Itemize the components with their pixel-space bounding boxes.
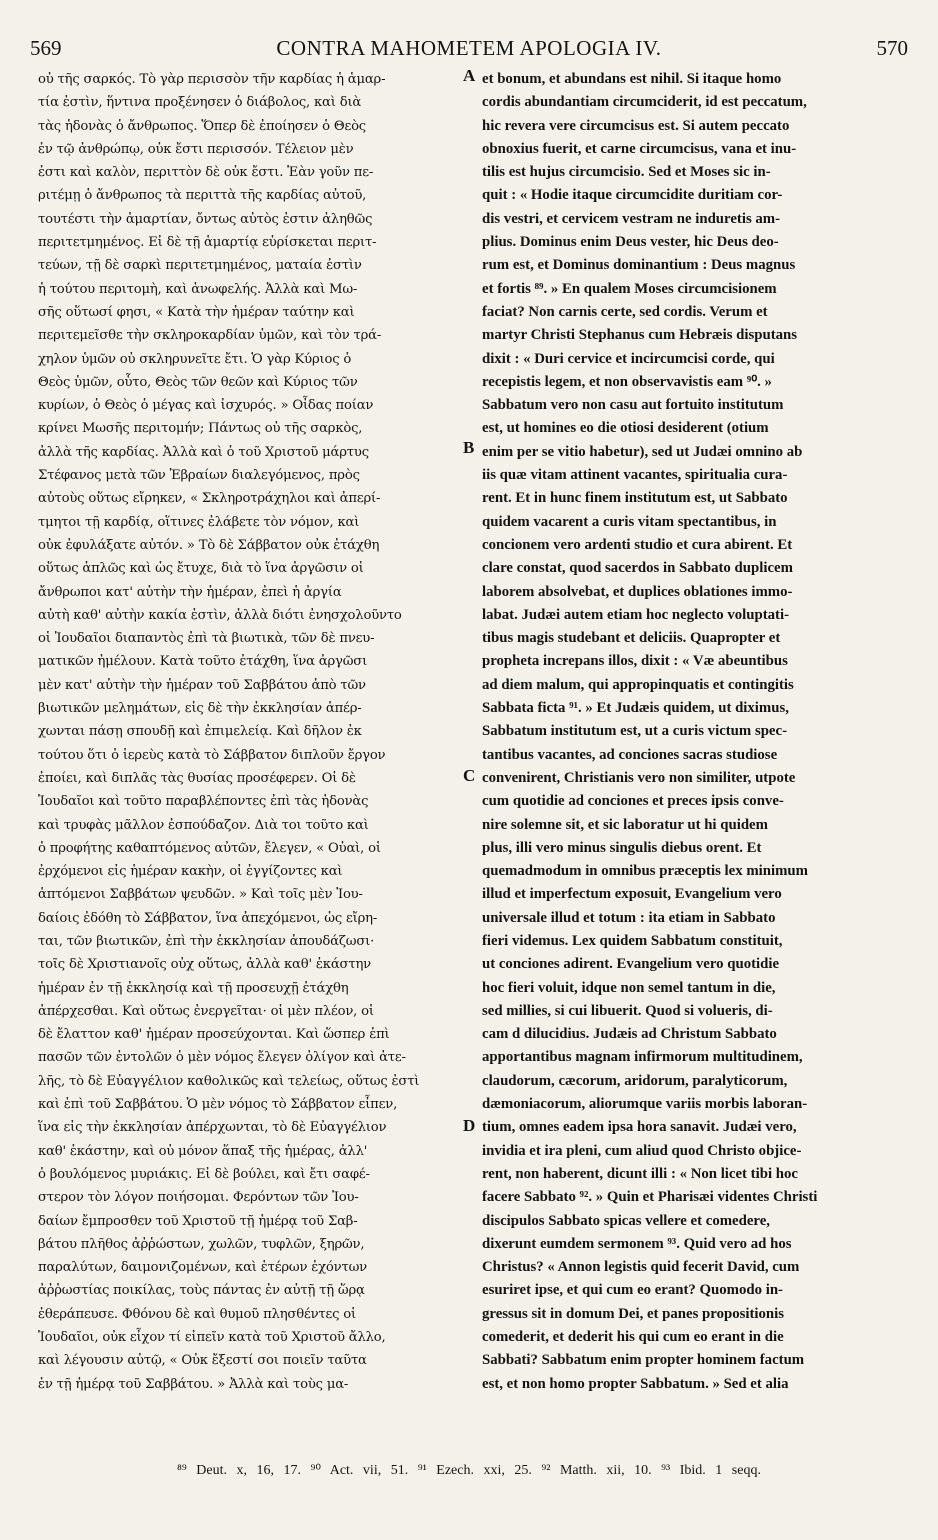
greek-line: ματικῶν ἠμέλουν. Κατὰ τοῦτο ἐτάχθη, ἵνα ἀργῶσι bbox=[38, 654, 368, 670]
greek-line: Θεὸς ὑμῶν, οὗτο, Θεὸς τῶν θεῶν καὶ Κύριος τῶν bbox=[38, 374, 358, 390]
latin-line: rent, non haberent, dicunt illi : « Non licet tibi hoc bbox=[482, 1165, 798, 1182]
greek-line: δὲ ἔλαττον καθ' ἡμέραν προσεύχονται. Καὶ ὥσπερ ἐπὶ bbox=[38, 1027, 390, 1043]
latin-line: martyr Christi Stephanus cum Hebræis disputans bbox=[482, 327, 798, 344]
latin-line: sed millies, si cui libuerit. Quod si volueris, di- bbox=[482, 1002, 773, 1019]
latin-line: gressus sit in domum Dei, et panes propositionis bbox=[482, 1305, 785, 1322]
greek-line: ἵνα εἰς τὴν ἐκκλησίαν ἀπέρχωνται, τὸ δὲ Εὐαγγέλιον bbox=[38, 1120, 387, 1136]
greek-line: τούτου ὅτι ὁ ἱερεὺς κατὰ τὸ Σάββατον διπλοῦν ἔργον bbox=[38, 747, 386, 763]
greek-line: χηλον ὑμῶν οὐ σκληρυνεῖτε ἔτι. Ὁ γὰρ Κύριος ὁ bbox=[38, 351, 352, 367]
greek-line: ἐρχόμενοι εἰς ἡμέραν κακὴν, οἱ ἐγγίζοντες καὶ bbox=[38, 864, 343, 880]
latin-line: et fortis ⁸⁹. » En qualem Moses circumcisionem bbox=[482, 280, 777, 297]
greek-line: ἄνθρωποι κατ' αὐτὴν τὴν ἡμέραν, ἐπεὶ ἡ ἀργία bbox=[38, 584, 342, 600]
greek-line: τὰς ἡδονὰς ὁ ἄνθρωπος. Ὅπερ δὲ ἐποίησεν ὁ Θεὸς bbox=[38, 118, 366, 134]
greek-line: σῆς οὕτωσί φησι, « Κατὰ τὴν ἡμέραν ταύτην καὶ bbox=[38, 304, 355, 320]
greek-line: περιτετμημένος. Εἰ δὲ τῇ ἁμαρτίᾳ εὑρίσκεται περιτ- bbox=[38, 235, 377, 251]
greek-line: ριτέμῃ ὁ ἄνθρωπος τὰ περιττὰ τῆς καρδίας αὐτοῦ, bbox=[38, 188, 367, 204]
latin-line: Sabbatum institutum est, ut a curis victum spec- bbox=[482, 723, 787, 740]
greek-line: οἱ Ἰουδαῖοι διαπαντὸς ἐπὶ τὰ βιωτικὰ, τῶν δὲ πνευ- bbox=[38, 631, 375, 647]
greek-line: βάτου πλῆθος ἀῤῥώστων, χωλῶν, τυφλῶν, ξηρῶν, bbox=[38, 1236, 365, 1252]
running-title: CONTRA MAHOMETEM APOLOGIA IV. bbox=[276, 36, 662, 60]
greek-line: δαίων ἔμπροσθεν τοῦ Χριστοῦ τῇ ἡμέρᾳ τοῦ Σαβ- bbox=[38, 1213, 358, 1229]
greek-line: ἐν τῷ ἀνθρώπῳ, οὐκ ἔστι περισσόν. Τέλειον μὲν bbox=[38, 141, 354, 157]
latin-line: convenirent, Christianis vero non similiter, utpote bbox=[482, 769, 796, 786]
latin-line: est, et non homo propter Sabbatum. » Sed et alia bbox=[482, 1375, 789, 1392]
latin-line: rum est, et Dominus dominantium : Deus magnus bbox=[482, 257, 796, 274]
latin-line: illud et imperfectum exposuit, Evangelium vero bbox=[482, 886, 782, 903]
latin-line: apportantibus magnam infirmorum multitudinem, bbox=[482, 1049, 803, 1066]
greek-line: ἡ τούτου περιτομὴ, καὶ ἀνωφελής. Ἀλλὰ καὶ Μω- bbox=[38, 281, 358, 297]
greek-line: κυρίων, ὁ Θεὸς ὁ μέγας καὶ ἰσχυρός. » Οἶδας ποίαν bbox=[38, 398, 374, 414]
latin-line: enim per se vitio habetur), sed ut Judæi omnino ab bbox=[482, 443, 803, 460]
greek-line: βιωτικῶν μελημάτων, εἰς δὲ τὴν ἐκκλησίαν ἀπέρ- bbox=[38, 701, 362, 717]
latin-column bbox=[482, 68, 902, 1396]
latin-line: fieri videmus. Lex quidem Sabbatum constituit, bbox=[482, 932, 783, 949]
latin-line: Sabbata ficta ⁹¹. » Et Judæis quidem, ut diximus, bbox=[482, 700, 789, 717]
latin-line: est, ut homines eo die otiosi desiderent (otium bbox=[482, 420, 769, 437]
latin-line: nire solemne sit, et sic laboratur ut hi quidem bbox=[482, 816, 768, 833]
greek-line: ται, τῶν βιωτικῶν, ἐπὶ τὴν ἐκκλησίαν ἀπουδάζωσι· bbox=[38, 933, 375, 949]
greek-line: δαίοις ἐδόθη τὸ Σάββατον, ἵνα ἀπεχόμενοι, ὡς εἴρη- bbox=[38, 910, 378, 926]
latin-line: esuriret ipse, et qui cum eo erant? Quomodo in- bbox=[482, 1282, 783, 1299]
greek-line: καὶ λέγουσιν αὐτῷ, « Οὐκ ἔξεστί σοι ποιεῖν ταῦτα bbox=[38, 1353, 367, 1369]
latin-line: tantibus vacantes, ad conciones sacras studiose bbox=[482, 746, 778, 763]
greek-line: ἐποίει, καὶ διπλᾶς τὰς θυσίας προσέφερεν. Οἱ δὲ bbox=[38, 770, 356, 786]
greek-line: οὐκ ἐφυλάξατε αὐτόν. » Τὸ δὲ Σάββατον οὐκ ἐτάχθη bbox=[38, 537, 380, 553]
greek-line: λῆς, τὸ δὲ Εὐαγγέλιον καθολικῶς καὶ τελείως, οὕτως ἐστὶ bbox=[38, 1073, 420, 1089]
page-number-right: 570 bbox=[876, 36, 908, 60]
greek-line: Ἰουδαῖοι, οὐκ εἶχον τί εἰπεῖν κατὰ τοῦ Χριστοῦ ἄλλο, bbox=[38, 1330, 386, 1346]
latin-line: universale illud et totum : ita etiam in Sabbato bbox=[482, 909, 776, 926]
latin-line: claudorum, cæcorum, aridorum, paralyticorum, bbox=[482, 1072, 788, 1089]
greek-line: ἐθεράπευσε. Φθόνου δὲ καὶ θυμοῦ πλησθέντες οἱ bbox=[38, 1306, 357, 1322]
greek-line: ἀλλὰ τῆς καρδίας. Ἀλλὰ καὶ ὁ τοῦ Χριστοῦ μάρτυς bbox=[38, 444, 369, 460]
latin-line: laborem absolvebat, et duplices oblationes immo- bbox=[482, 583, 793, 600]
greek-line: καθ' ἑκάστην, καὶ οὐ μόνον ἅπαξ τῆς ἡμέρας, ἀλλ' bbox=[38, 1143, 368, 1159]
greek-line: χωνται πάσῃ σπουδῇ καὶ ἐπιμελείᾳ. Καὶ δῆλον ἐκ bbox=[38, 724, 362, 740]
greek-line: παραλύτων, δαιμονιζομένων, καὶ ἑτέρων ἐχόντων bbox=[38, 1260, 367, 1276]
greek-line: οὐ τῆς σαρκός. Τὸ γὰρ περισσὸν τῆν καρδίας ἡ ἁμαρ- bbox=[38, 72, 386, 87]
latin-line: invidia et ira pleni, cum aliud quod Christo objice- bbox=[482, 1142, 802, 1159]
footnotes: ⁸⁹ Deut. x, 16, 17. ⁹⁰ Act. vii, 51. ⁹¹ Ezech. xxi, 25. ⁹² Matth. xii, 10. ⁹³ Ibid. 1 seqq. bbox=[177, 1463, 761, 1478]
latin-line: quidem vacarent a curis vitam spectantibus, in bbox=[482, 513, 777, 530]
latin-line: ut conciones adirent. Evangelium vero quotidie bbox=[482, 956, 780, 973]
margin-mark-a: A bbox=[463, 66, 476, 85]
greek-line: ἐστι καὶ καλὸν, περιττὸν δὲ οὐκ ἔστι. Ἐὰν γοῦν πε- bbox=[38, 165, 374, 181]
greek-line: ὁ βουλόμενος μυριάκις. Εἰ δὲ βούλει, καὶ ἔτι σαφέ- bbox=[38, 1166, 370, 1182]
greek-line: ἀπέρχεσθαι. Καὶ οὕτως ἐνεργεῖται· οἱ μὲν πλέον, οἱ bbox=[38, 1003, 374, 1019]
greek-line: πασῶν τῶν ἐντολῶν ὁ μὲν νόμος ἔλεγεν ὀλίγον καὶ ἀτε- bbox=[38, 1050, 406, 1066]
greek-line: μὲν κατ' αὐτὴν τὴν ἡμέραν τοῦ Σαββάτου ἀπὸ τῶν bbox=[38, 677, 366, 693]
latin-line: dixit : « Duri cervice et incircumcisi corde, qui bbox=[482, 350, 775, 367]
latin-line: obnoxius fuerit, et carne circumcisus, vana et inu- bbox=[482, 140, 797, 157]
latin-line: Christus? « Annon legistis quid fecerit David, cum bbox=[482, 1259, 800, 1276]
greek-line: περιτεμεῖσθε τὴν σκληροκαρδίαν ὑμῶν, καὶ τὸν τρά- bbox=[38, 328, 382, 344]
page-number-left: 569 bbox=[30, 36, 62, 60]
greek-line: ἡμέραν ἐν τῇ ἐκκλησίᾳ καὶ τῇ προσευχῇ ἐτάχθη bbox=[38, 980, 349, 996]
latin-line: clare constat, quod sacerdos in Sabbato duplicem bbox=[482, 560, 793, 577]
greek-line: τεύων, τῇ δὲ σαρκὶ περιτετμημένος, ματαία ἐστὶν bbox=[38, 258, 362, 274]
margin-mark-c: C bbox=[463, 766, 476, 785]
latin-line: dis vestri, et cervicem vestram ne induretis am- bbox=[482, 210, 781, 227]
margin-mark-b: B bbox=[463, 438, 475, 457]
latin-line: dixerunt eumdem sermonem ⁹³. Quid vero ad hos bbox=[482, 1235, 792, 1252]
latin-line: iis quæ vitam attinent vacantes, spiritualia cura- bbox=[482, 467, 788, 484]
latin-line: recepistis legem, et non observavistis eam ⁹⁰. » bbox=[482, 373, 772, 390]
greek-line: ἁπτόμενοι Σαββάτων ψευδῶν. » Καὶ τοῖς μὲν Ἰου- bbox=[38, 887, 363, 903]
latin-line: ad diem malum, qui appropinquatis et contingitis bbox=[482, 676, 794, 693]
latin-line: comederit, et dederit his qui cum eo erant in die bbox=[482, 1329, 784, 1346]
greek-column bbox=[38, 68, 456, 1396]
latin-line: faciat? Non carnis certe, sed cordis. Verum et bbox=[482, 303, 768, 320]
latin-line: plius. Dominus enim Deus vester, hic Deus deo- bbox=[482, 234, 779, 251]
latin-line: concionem vero ardenti studio et cura abirent. Et bbox=[482, 536, 793, 553]
greek-line: ὁ προφήτης καθαπτόμενος αὐτῶν, ἔλεγεν, « Οὐαὶ, οἱ bbox=[38, 840, 381, 856]
latin-line: quemadmodum in omnibus præceptis lex minimum bbox=[482, 863, 808, 880]
latin-line: discipulos Sabbato spicas vellere et comedere, bbox=[482, 1212, 770, 1229]
page-header bbox=[30, 30, 908, 64]
latin-line: tilis est hujus circumcisio. Sed et Moses sic in- bbox=[482, 164, 771, 181]
latin-line: labat. Judæi autem etiam hoc neglecto voluptati- bbox=[482, 606, 790, 623]
greek-line: αὐτοὺς οὕτως εἴρηκεν, « Σκληροτράχηλοι καὶ ἀπερί- bbox=[38, 491, 381, 507]
latin-line: dæmoniacorum, aliorumque variis morbis laboran- bbox=[482, 1096, 808, 1113]
greek-line: Στέφανος μετὰ τῶν Ἑβραίων διαλεγόμενος, πρὸς bbox=[38, 468, 360, 484]
greek-line: καὶ τρυφὰς μᾶλλον ἐσπούδαζον. Διὰ τοι τοῦτο καὶ bbox=[38, 817, 369, 833]
greek-line: στερον τὸν λόγον ποιήσομαι. Φερόντων τῶν Ἰου- bbox=[38, 1190, 359, 1206]
greek-line: οὕτως ἁπλῶς καὶ ὡς ἔτυχε, διὰ τὸ ἵνα ἀργῶσιν οἱ bbox=[38, 561, 364, 577]
latin-line: hic revera vere circumcisus est. Si autem peccato bbox=[482, 117, 790, 134]
latin-line: hoc fieri voluit, idque non semel tantum in die, bbox=[482, 979, 776, 996]
latin-line: propheta increpans illos, dixit : « Væ abeuntibus bbox=[482, 653, 788, 670]
greek-line: αὐτὴ καθ' αὐτὴν κακία ἐστὶν, ἀλλὰ διότι ἐνησχολοῦντο bbox=[38, 607, 402, 623]
latin-line: facere Sabbato ⁹². » Quin et Pharisæi videntes Christi bbox=[482, 1189, 818, 1206]
greek-line: καὶ ἐπὶ τοῦ Σαββάτου. Ὁ μὲν νόμος τὸ Σάββατον εἶπεν, bbox=[38, 1097, 398, 1113]
latin-line: cum quotidie ad conciones et preces ipsis conve- bbox=[482, 793, 784, 810]
latin-line: cordis abundantiam circumciderit, id est peccatum, bbox=[482, 94, 807, 111]
latin-line: rent. Et in hunc finem institutum est, ut Sabbato bbox=[482, 490, 788, 507]
greek-line: Ἰουδαῖοι καὶ τοῦτο παραβλέποντες ἐπὶ τὰς ἡδονὰς bbox=[38, 794, 369, 810]
latin-line: et bonum, et abundans est nihil. Si itaque homo bbox=[482, 71, 782, 87]
latin-line: Sabbatum vero non casu aut fortuito institutum bbox=[482, 397, 784, 414]
greek-line: ἐν τῇ ἡμέρᾳ τοῦ Σαββάτου. » Ἀλλὰ καὶ τοὺς μα- bbox=[38, 1376, 349, 1392]
latin-line: plus, illi vero minus singulis diebus orent. Et bbox=[482, 839, 762, 856]
latin-line: cam d dilucidius. Judæis ad Christum Sabbato bbox=[482, 1026, 777, 1043]
greek-line: τουτέστι τὴν ἁμαρτίαν, ὄντως αὐτὸς ἐστιν ἀληθῶς bbox=[38, 211, 373, 227]
latin-line: tium, omnes eadem ipsa hora sanavit. Judæi vero, bbox=[482, 1119, 797, 1136]
greek-line: τμητοι τῇ καρδίᾳ, οἵτινες ἐλάβετε τὸν νόμον, καὶ bbox=[38, 514, 360, 530]
margin-mark-d: D bbox=[463, 1116, 476, 1135]
greek-line: τοῖς δὲ Χριστιανοῖς οὐχ οὕτως, ἀλλὰ καθ' ἑκάστην bbox=[38, 957, 371, 973]
greek-line: κρίνει Μωσῆς περιτομήν; Πάντως οὐ τῆς σαρκὸς, bbox=[38, 421, 363, 437]
latin-line: tibus magis studebant et deliciis. Quapropter et bbox=[482, 630, 781, 647]
latin-line: Sabbati? Sabbatum enim propter hominem factum bbox=[482, 1352, 805, 1369]
latin-line: quit : « Hodie itaque circumcidite duritiam cor- bbox=[482, 187, 783, 204]
greek-line: ἀῤῥωστίας ποικίλας, τοὺς πάντας ἐν αὐτῇ τῇ ὥρᾳ bbox=[38, 1283, 365, 1299]
greek-line: τία ἐστὶν, ἥντινα προξένησεν ὁ διάβολος, καὶ διὰ bbox=[38, 95, 362, 111]
